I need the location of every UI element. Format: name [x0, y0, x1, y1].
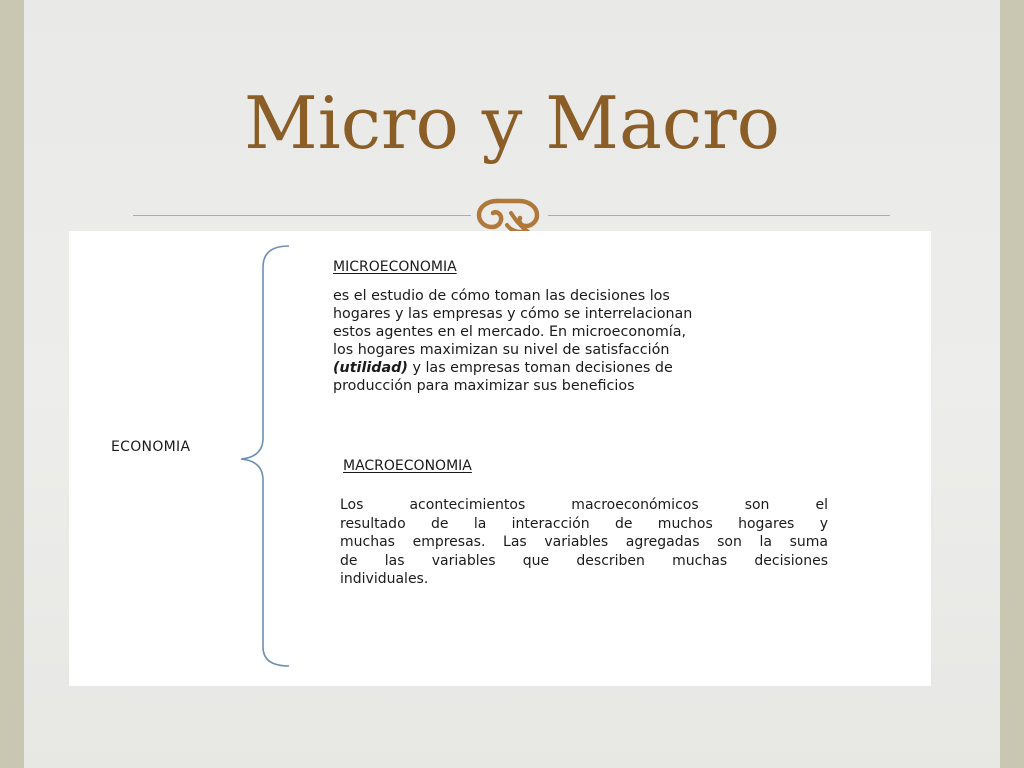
slide-title: Micro y Macro [243, 81, 781, 165]
economia-label: ECONOMIA [111, 439, 191, 455]
micro-line: producción para maximizar sus beneficios [333, 378, 635, 394]
micro-line: es el estudio de cómo toman las decisiones los [333, 288, 670, 304]
title-rule-left [133, 215, 471, 216]
macro-line: Los acontecimientos macroeconómicos son el [340, 497, 828, 513]
utilidad-emphasis: (utilidad) [333, 360, 408, 376]
micro-line: hogares y las empresas y cómo se interrelacionan [333, 306, 693, 322]
macro-line: muchas empresas. Las variables agregadas son la suma [340, 534, 828, 550]
macroeconomia-definition [340, 496, 828, 589]
macro-line: de las variables que describen muchas decisiones [340, 552, 828, 569]
microeconomia-heading: MICROECONOMIA [333, 259, 457, 275]
micro-line: los hogares maximizan su nivel de satisfacción [333, 342, 670, 358]
macro-line: resultado de la interacción de muchos hogares y [340, 515, 828, 532]
microeconomia-definition [333, 287, 692, 395]
content-panel [69, 231, 931, 686]
macroeconomia-heading: MACROECONOMIA [343, 458, 472, 474]
title-rule-right [548, 215, 890, 216]
micro-line-rest: y las empresas toman decisiones de [407, 360, 673, 376]
macro-line: individuales. [340, 571, 429, 587]
micro-line: estos agentes en el mercado. En microeconomía, [333, 324, 687, 340]
micro-line [333, 359, 692, 377]
curly-brace-icon [239, 243, 293, 671]
